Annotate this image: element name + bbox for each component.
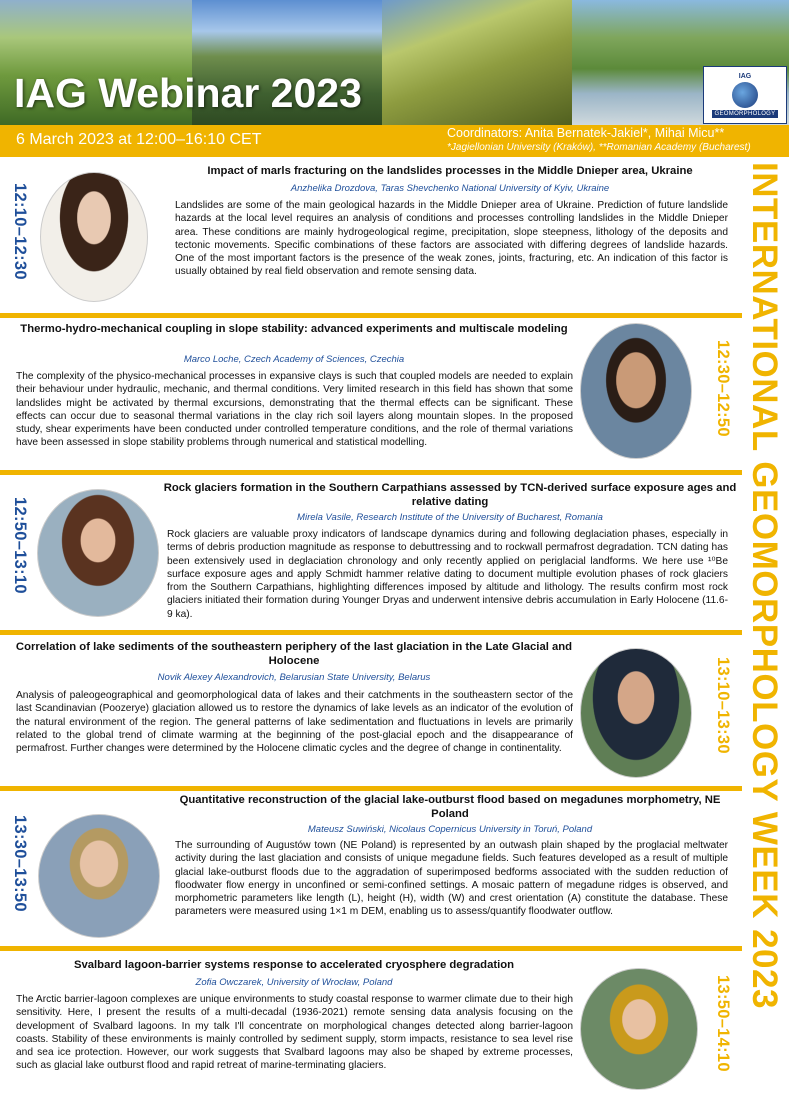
speaker-photo [580, 648, 692, 778]
speaker-photo [580, 968, 698, 1090]
section-divider [0, 630, 742, 635]
talk-time: 13:30–13:50 [11, 815, 29, 912]
talk-time: 13:10–13:30 [714, 657, 732, 754]
talk-abstract: Analysis of paleogeographical and geomorphological data of lakes and their catchments in the southeastern sector of the last Scandinavian (Poozerye) glaciation allowed us to restore the dynamics of lake levels as an indicator of the evolution of the natural environment of the region. The general patterns of lake sedimentation and fluctuations in levels are primarily related to the global trend of climate warming at the beginning of the post-glacial epoch and the disappearance of permafrost. Further changes were determined by the Holocene climatic cycles and the degree of change in continentality. [16, 690, 573, 754]
talk-time: 12:50–13:10 [11, 497, 29, 594]
talk-author: Anzhelika Drozdova, Taras Shevchenko National University of Kyiv, Ukraine [290, 183, 610, 194]
talk-title: Impact of marls fracturing on the landslides processes in the Middle Dnieper area, Ukraine [207, 165, 693, 177]
talk-title: Correlation of lake sediments of the southeastern periphery of the last glaciation in the Late Glacial and Holocene [15, 641, 573, 668]
side-title: INTERNATIONAL GEOMORPHOLOGY WEEK 2023 [745, 162, 784, 1009]
talk-title: Rock glaciers formation in the Southern Carpathians assessed by TCN-derived surface exposure ages and relative dating [163, 482, 737, 509]
page-title: IAG Webinar 2023 [14, 70, 362, 116]
talk-title: Quantitative reconstruction of the glacial lake-outburst flood based on megadunes morphometry, NE Poland [179, 794, 721, 821]
talk-author: Mirela Vasile, Research Institute of the University of Bucharest, Romania [297, 512, 603, 523]
talk-title: Svalbard lagoon-barrier systems response to accelerated cryosphere degradation [73, 959, 515, 971]
speaker-photo [37, 489, 159, 617]
header-banner [0, 0, 789, 157]
speaker-photo [40, 172, 148, 302]
section-divider [0, 470, 742, 475]
landscape-photo-3 [382, 0, 572, 125]
section-divider [0, 313, 742, 318]
speaker-photo [38, 814, 160, 938]
talk-time: 13:50–14:10 [714, 975, 732, 1072]
talk-author: Marco Loche, Czech Academy of Sciences, Czechia [183, 354, 405, 365]
talk-abstract: Landslides are some of the main geological hazards in the Middle Dnieper area of Ukraine. Prediction of future landslide hazards at the local level requires an analysis of conditions and processes controlling landslides in the Middle Dnieper area. These conditions are mainly hydrogeological regime, precipitation, slope steepness, lithology of the deposits and tectonic movements. Specific combinations of these factors are associated with differing degrees of landslide hazards. One of the most important factors is the presence of the weak zones, joints, fracturing, etc. An indication of this factor is usually obtained by real field observation and remote sensing data. [175, 200, 728, 278]
section-divider [0, 786, 742, 791]
talk-author: Zofia Owczarek, University of Wrocław, Poland [195, 977, 393, 988]
coordinators: Coordinators: Anita Bernatek-Jakiel*, Mihai Micu** [447, 126, 725, 140]
talk-abstract: The complexity of the physico-mechanical processes in expansive clays is such that coupled models are needed to explain their behaviour under hydraulic, mechanic, and thermal conditions. Very limited research in this field has shown that some landslides might be activated by thermal excursions, demonstrating that the thermal effects can be significant. These effects can occur due to seasonal thermal variations in the clay rich soil layers along mountain slopes. In the proposed study, shear experiments have been conducted under controlled temperature conditions, and the role of thermal variations have been assessed in slope stability problems through numerical and statistical modelling. [16, 371, 573, 449]
iag-logo [703, 66, 787, 124]
talk-author: Mateusz Suwiński, Nicolaus Copernicus University in Toruń, Poland [307, 824, 593, 835]
talk-title: Thermo-hydro-mechanical coupling in slope stability: advanced experiments and multiscale modeling [20, 323, 568, 335]
section-divider [0, 946, 742, 951]
globe-icon [732, 82, 758, 108]
talk-time: 12:10–12:30 [11, 183, 29, 280]
coordinator-affiliations: *Jagiellonian University (Kraków), **Romanian Academy (Bucharest) [447, 142, 751, 153]
talk-abstract: Rock glaciers are valuable proxy indicators of landscape dynamics during and following deglaciation phases, especially in terms of debris production magnitude as response to debuttressing and to rockwall permafrost degradation. TCN dating has been extensively used in deglaciation chronology and only recently applied on periglacial landforms. We here use ¹⁰Be surface exposure ages and apply Schmidt hammer relative dating to document multiple evolution phases of rock glaciers from the Southern Carpathians, highlighting differences imposed by altitude and lithology. The results confirm most rock glaciers initiated their formation during Younger Dryas and underwent intensive debris accumulation in Early Holocene (11.6-9 ka). [167, 529, 728, 620]
talk-abstract: The Arctic barrier-lagoon complexes are unique environments to study coastal response to warmer climate due to their high sensitivity. Here, I present the results of a multi-decadal (1936-2021) remote sensing data analysis focusing on the development of Svalbard lagoons. In my talk I'll concentrate on morphological changes detected along barrier-lagoon coasts. Stability of these environments is mainly controlled by sediment supply, storm impacts, resistance to sea level rise and sea ice protection. However, our work suggests that Svalbard lagoons may also be shaped by extreme processes, such as glacial lake outburst flood and rapid retreat of marine-terminating glaciers. [16, 994, 573, 1072]
talk-abstract: The surrounding of Augustów town (NE Poland) is represented by an outwash plain shaped by the proglacial meltwater activity during the last glaciation and consists of unique megadune fields. Such features developed as a result of multiple glacial lake-outburst floods due to the aggradation of superimposed bedforms associated with the sudden reduction of floodwater flow energy in unconfined or semi-confined settings. A mosaic pattern of megadune ridges is observed, and morphometric parameters like length (L), height (H), width (W) and crest orientation (A) constitute the database. These parameters were measured using 1×1 m DEM, enabling us to assess/quantify floodwater outflow. [175, 840, 728, 918]
event-date: 6 March 2023 at 12:00–16:10 CET [16, 131, 262, 148]
logo-top-text: IAG [738, 72, 752, 80]
speaker-photo [580, 323, 692, 459]
talk-author: Novik Alexey Alexandrovich, Belarusian State University, Belarus [157, 672, 431, 683]
talk-time: 12:30–12:50 [714, 340, 732, 437]
logo-band-text: GEOMORPHOLOGY [712, 110, 779, 118]
